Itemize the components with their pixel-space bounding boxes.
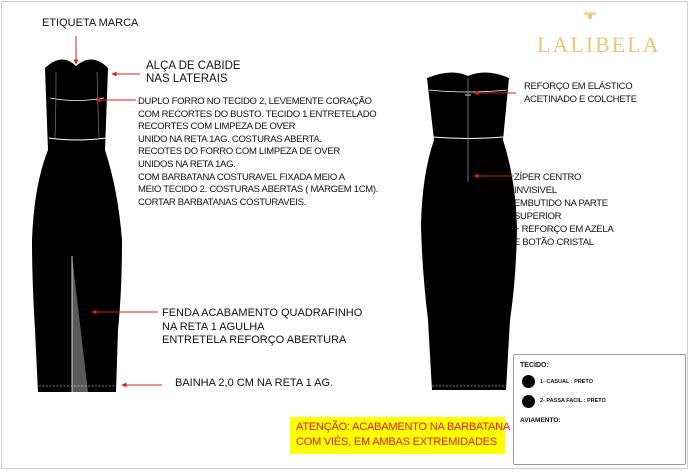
bee-logo-icon [583, 9, 597, 21]
label-alca: ALÇA DE CABIDE NAS LATERAIS [146, 60, 241, 85]
label-duplo-forro: DUPLO FORRO NO TECIDO 2, LEVEMENTE CORAÇÃO COM RECORTES DO BUSTO. TECIDO 1 ENTRETELADO RECORTES COM LIMPEZA DE OVER UNIDO NA RETA 1AG. COSTURAS ABERTA. RECOTES DO FORRO COM LIMPEZA DE OVER UNIDOS NA RETA 1AG. COM BARBATANA COSTURAVEL FIXADA MEIO A MEIO TECIDO 2. COSTURAS ABERTAS ( MARGEM 1CM). CORTAR BARBATANAS COSTURAVEIS. [138, 96, 379, 208]
fabric-2-label: 2- PASSA FACIL : PRETO [540, 398, 606, 404]
label-fenda: FENDA ACABAMENTO QUADRAFINHO NA RETA 1 AGULHA ENTRETELA REFORÇO ABERTURA [162, 307, 363, 346]
back-dress [421, 72, 517, 390]
warning-line-1: ATENÇÃO: ACABAMENTO NA BARBATANA [296, 421, 511, 433]
front-dress [32, 59, 122, 392]
warning-line-2: COM VIÉS, EM AMBAS EXTREMIDADES [296, 436, 498, 448]
brand-logo: LALIBELA [537, 32, 661, 57]
label-bainha: BAINHA 2,0 CM NA RETA 1 AG. [175, 377, 334, 389]
aviamento-label: AVIAMENTO: [520, 417, 561, 424]
label-ziper: ZÍPER CENTRO INVISIVEL EMBUTIDO NA PARTE SUPERIOR + REFORÇO EM AZELA E BOTÃO CRISTAL [514, 172, 614, 248]
tecido-label: TECIDO: [520, 362, 549, 369]
warning-box [290, 417, 511, 454]
fabric-1-label: 1- CASUAL : PRETO [540, 379, 593, 385]
label-etiqueta: ETIQUETA MARCA [42, 17, 139, 29]
fabric-swatch-1 [522, 375, 535, 388]
label-reforco-elastico: REFORÇO EM ELÁSTICO ACETINADO E COLCHETE [524, 81, 637, 105]
fabric-swatch-2 [522, 395, 535, 408]
fabric-panel [513, 354, 686, 465]
